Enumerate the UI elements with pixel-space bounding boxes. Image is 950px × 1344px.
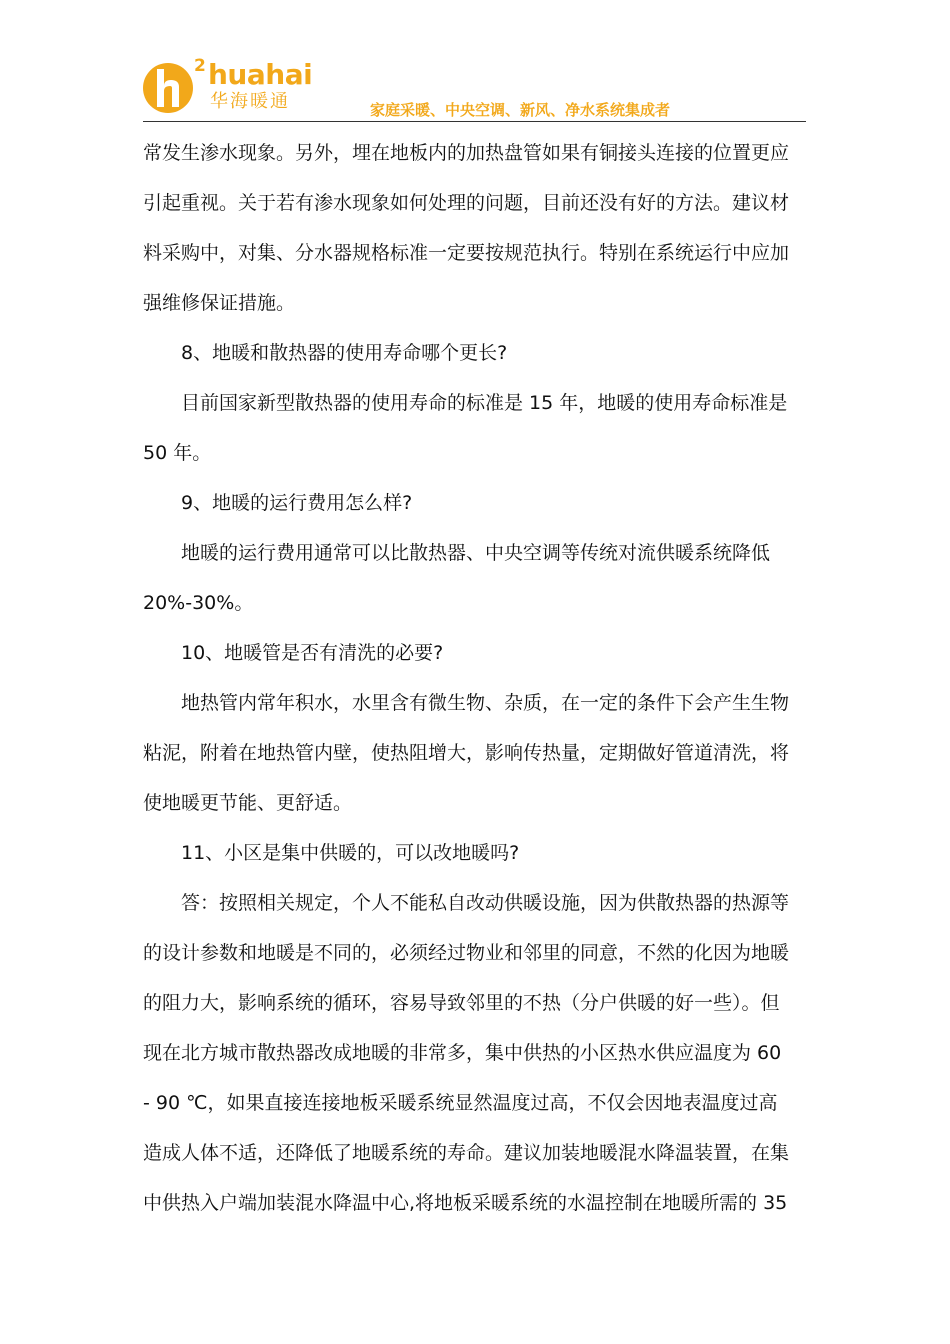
logo-wordmark: huahai — [208, 58, 313, 91]
text-line: 的设计参数和地暖是不同的，必须经过物业和邻里的同意，不然的化因为地暖 — [143, 942, 790, 964]
text-line: 地热管内常年积水，水里含有微生物、杂质，在一定的条件下会产生生物 — [181, 692, 790, 714]
text-line: 的阻力大，影响系统的循环，容易导致邻里的不热（分户供暖的好一些）。但 — [143, 992, 780, 1014]
question-heading: 8、地暖和散热器的使用寿命哪个更长? — [181, 342, 508, 364]
logo-chinese-name: 华海暖通 — [210, 91, 290, 112]
header-divider — [143, 121, 806, 122]
text-line: 地暖的运行费用通常可以比散热器、中央空调等传统对流供暖系统降低 — [181, 542, 771, 564]
text-line: - 90 ℃，如果直接连接地板采暖系统显然温度过高，不仅会因地表温度过高 — [143, 1092, 778, 1114]
text-line: 使地暖更节能、更舒适。 — [143, 792, 353, 814]
text-line: 答：按照相关规定，个人不能私自改动供暖设施，因为供散热器的热源等 — [181, 892, 790, 914]
question-heading: 11、小区是集中供暖的，可以改地暖吗? — [181, 842, 520, 864]
page-header — [0, 0, 950, 125]
text-line: 料采购中，对集、分水器规格标准一定要按规范执行。特别在系统运行中应加 — [143, 242, 790, 264]
text-line: 中供热入户端加装混水降温中心,将地板采暖系统的水温控制在地暖所需的 35 — [143, 1192, 788, 1214]
text-line: 目前国家新型散热器的使用寿命的标准是 15 年，地暖的使用寿命标准是 — [181, 392, 788, 414]
header-tagline: 家庭采暖、中央空调、新风、净水系统集成者 — [370, 101, 671, 119]
text-line: 引起重视。关于若有渗水现象如何处理的问题，目前还没有好的方法。建议材 — [143, 192, 790, 214]
logo-superscript: 2 — [194, 56, 206, 76]
question-heading: 10、地暖管是否有清洗的必要? — [181, 642, 444, 664]
text-line: 现在北方城市散热器改成地暖的非常多，集中供热的小区热水供应温度为 60 — [143, 1042, 782, 1064]
text-line: 粘泥，附着在地热管内壁，使热阻增大，影响传热量，定期做好管道清洗，将 — [143, 742, 790, 764]
text-line: 20%-30%。 — [143, 592, 254, 614]
text-line: 造成人体不适，还降低了地暖系统的寿命。建议加装地暖混水降温装置，在集 — [143, 1142, 790, 1164]
document-body — [143, 128, 799, 1228]
text-line: 强维修保证措施。 — [143, 292, 296, 314]
logo-icon — [143, 60, 193, 116]
question-heading: 9、地暖的运行费用怎么样? — [181, 492, 413, 514]
text-line: 常发生渗水现象。另外，埋在地板内的加热盘管如果有铜接头连接的位置更应 — [143, 142, 790, 164]
text-line: 50 年。 — [143, 442, 212, 464]
